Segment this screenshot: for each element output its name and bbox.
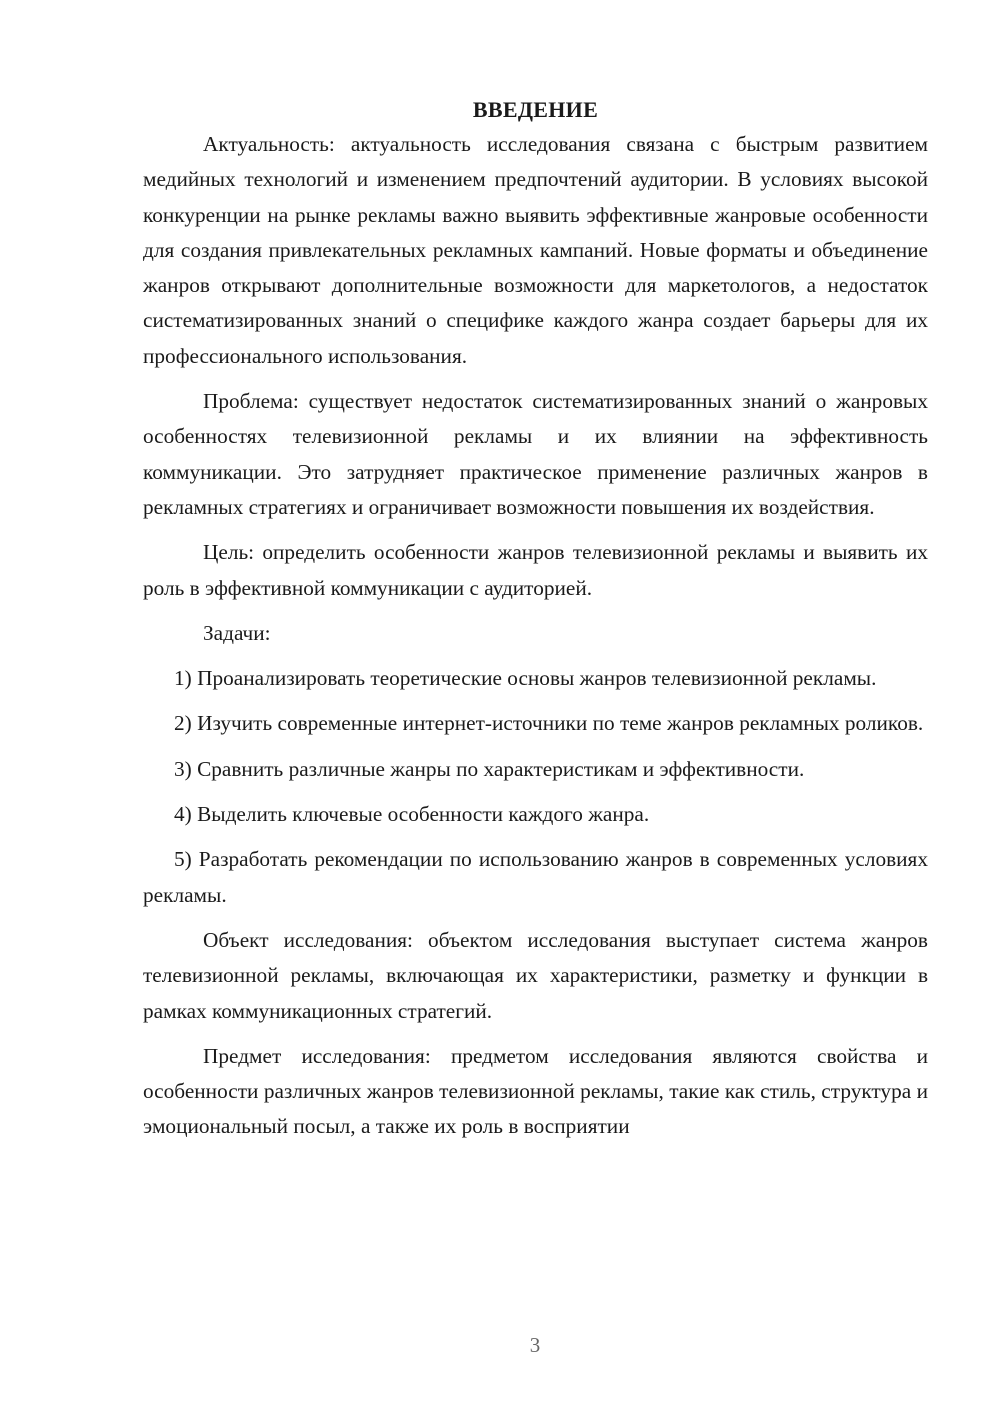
paragraph-relevance: Актуальность: актуальность исследования связана с быстрым развитием медийных технологий и изменением предпочтений аудитории. В условиях высокой конкуренции на рынке рекламы важно выявить эффективные жанровые особенности для создания привлекательных рекламных кампаний. Новые форматы и объединение жанров открывают дополнительные возможности для маркетологов, а недостаток систематизированных знаний о специфике каждого жанра создает барьеры для их профессионального использования. — [143, 132, 928, 368]
document-page — [143, 92, 928, 1145]
paragraph-object: Объект исследования: объектом исследования выступает система жанров телевизионной рекламы, включающая их характеристики, разметку и функции в рамках коммуникационных стратегий. — [143, 927, 928, 1023]
section-heading: ВВЕДЕНИЕ — [472, 97, 599, 122]
list-item: 1) Проанализировать теоретические основы жанров телевизионной рекламы. — [174, 666, 877, 691]
paragraph-goal: Цель: определить особенности жанров телевизионной рекламы и выявить их роль в эффективной коммуникации с аудиторией. — [143, 540, 928, 600]
list-item: 2) Изучить современные интернет-источники по теме жанров рекламных роликов. — [174, 711, 924, 736]
list-item: 3) Сравнить различные жанры по характеристикам и эффективности. — [174, 756, 805, 781]
tasks-label: Задачи: — [203, 620, 271, 645]
page-number: 3 — [529, 1333, 541, 1357]
tasks-list — [143, 661, 928, 913]
list-item: 4) Выделить ключевые особенности каждого жанра. — [174, 802, 650, 827]
paragraph-problem: Проблема: существует недостаток систематизированных знаний о жанровых особенностях телевизионной рекламы и их влиянии на эффективность коммуникации. Это затрудняет практическое применение различных жанров в рекламных стратегиях и ограничивает возможности повышения их воздействия. — [143, 389, 928, 519]
paragraph-subject: Предмет исследования: предметом исследования являются свойства и особенности различных жанров телевизионной рекламы, такие как стиль, структура и эмоциональный посыл, а также их роль в восприятии — [143, 1043, 928, 1139]
list-item: 5) Разработать рекомендации по использованию жанров в современных условиях рекламы. — [143, 847, 928, 907]
